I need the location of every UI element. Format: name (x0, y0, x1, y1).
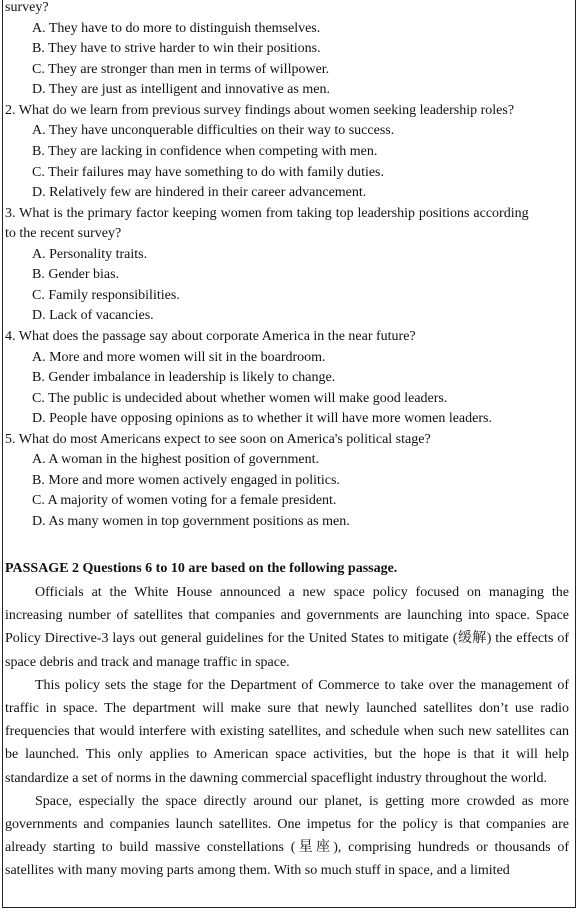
question-5-option-c: C. A majority of women voting for a female president. (32, 493, 337, 508)
question-5-option-b: B. More and more women actively engaged in politics. (32, 473, 340, 488)
question-1-option-d: D. They are just as intelligent and innovative as men. (32, 82, 330, 97)
question-1-option-c: C. They are stronger than men in terms of willpower. (32, 62, 330, 77)
passage-2-paragraph-2: This policy sets the stage for the Department of Commerce to take over the management of traffic in space. The department will make sure that newly launched satellites don’t use radio frequencies that would interfere with existing satellites, and schedule when such new satellites can be launched. This only applies to American space activities, but the hope is that it will help standardize a set of norms in the dawning commercial spaceflight industry throughout the world. (5, 677, 569, 786)
question-3-stem-line-2: to the recent survey? (5, 226, 122, 241)
question-5-stem: 5. What do most Americans expect to see soon on America's political stage? (5, 432, 431, 447)
question-5-option-a: A. A woman in the highest position of government. (32, 452, 319, 467)
question-4-option-b: B. Gender imbalance in leadership is likely to change. (32, 370, 336, 385)
question-4-stem: 4. What does the passage say about corporate America in the near future? (5, 329, 416, 344)
question-1-option-a: A. They have to do more to distinguish themselves. (32, 21, 321, 36)
question-3-option-a: A. Personality traits. (32, 247, 148, 262)
question-3-stem-line-1: 3. What is the primary factor keeping women from taking top leadership positions according (5, 206, 529, 221)
question-5-option-d: D. As many women in top government positions as men. (32, 514, 350, 529)
question-2-option-c: C. Their failures may have something to do with family duties. (32, 165, 385, 180)
question-3-option-d: D. Lack of vacancies. (32, 308, 154, 323)
question-3-option-c: C. Family responsibilities. (32, 288, 180, 303)
question-1-option-b: B. They have to strive harder to win their positions. (32, 41, 321, 56)
question-2-option-a: A. They have unconquerable difficulties on their way to success. (32, 123, 395, 138)
question-1-stem-fragment: survey? (5, 0, 49, 15)
passage-2-paragraph-1: Officials at the White House announced a new space policy focused on managing the increasing number of satellites that companies and governments are launching into space. Space Policy Directive-3 lays out general guidelines for the United States to mitigate (缓解) the effects of space debris and track and manage traffic in space. (5, 585, 569, 670)
question-2-stem: 2. What do we learn from previous survey findings about women seeking leadership roles? (5, 103, 515, 118)
passage-2-body (5, 581, 569, 883)
question-3-option-b: B. Gender bias. (32, 267, 120, 282)
question-4-option-d: D. People have opposing opinions as to whether it will have more women leaders. (32, 411, 492, 426)
question-2-option-b: B. They are lacking in confidence when competing with men. (32, 144, 378, 159)
passage-2-heading: PASSAGE 2 Questions 6 to 10 are based on the following passage. (5, 561, 398, 576)
question-4-option-a: A. More and more women will sit in the boardroom. (32, 350, 326, 365)
question-2-option-d: D. Relatively few are hindered in their career advancement. (32, 185, 367, 200)
question-4-option-c: C. The public is undecided about whether women will make good leaders. (32, 391, 448, 406)
passage-2-paragraph-3: Space, especially the space directly around our planet, is getting more crowded as more governments and companies launch satellites. One impetus for the policy is that companies are already starting to build massive constellations (星座), comprising hundreds or thousands of satellites with many moving parts among them. With so much stuff in space, and a limited (5, 793, 569, 879)
